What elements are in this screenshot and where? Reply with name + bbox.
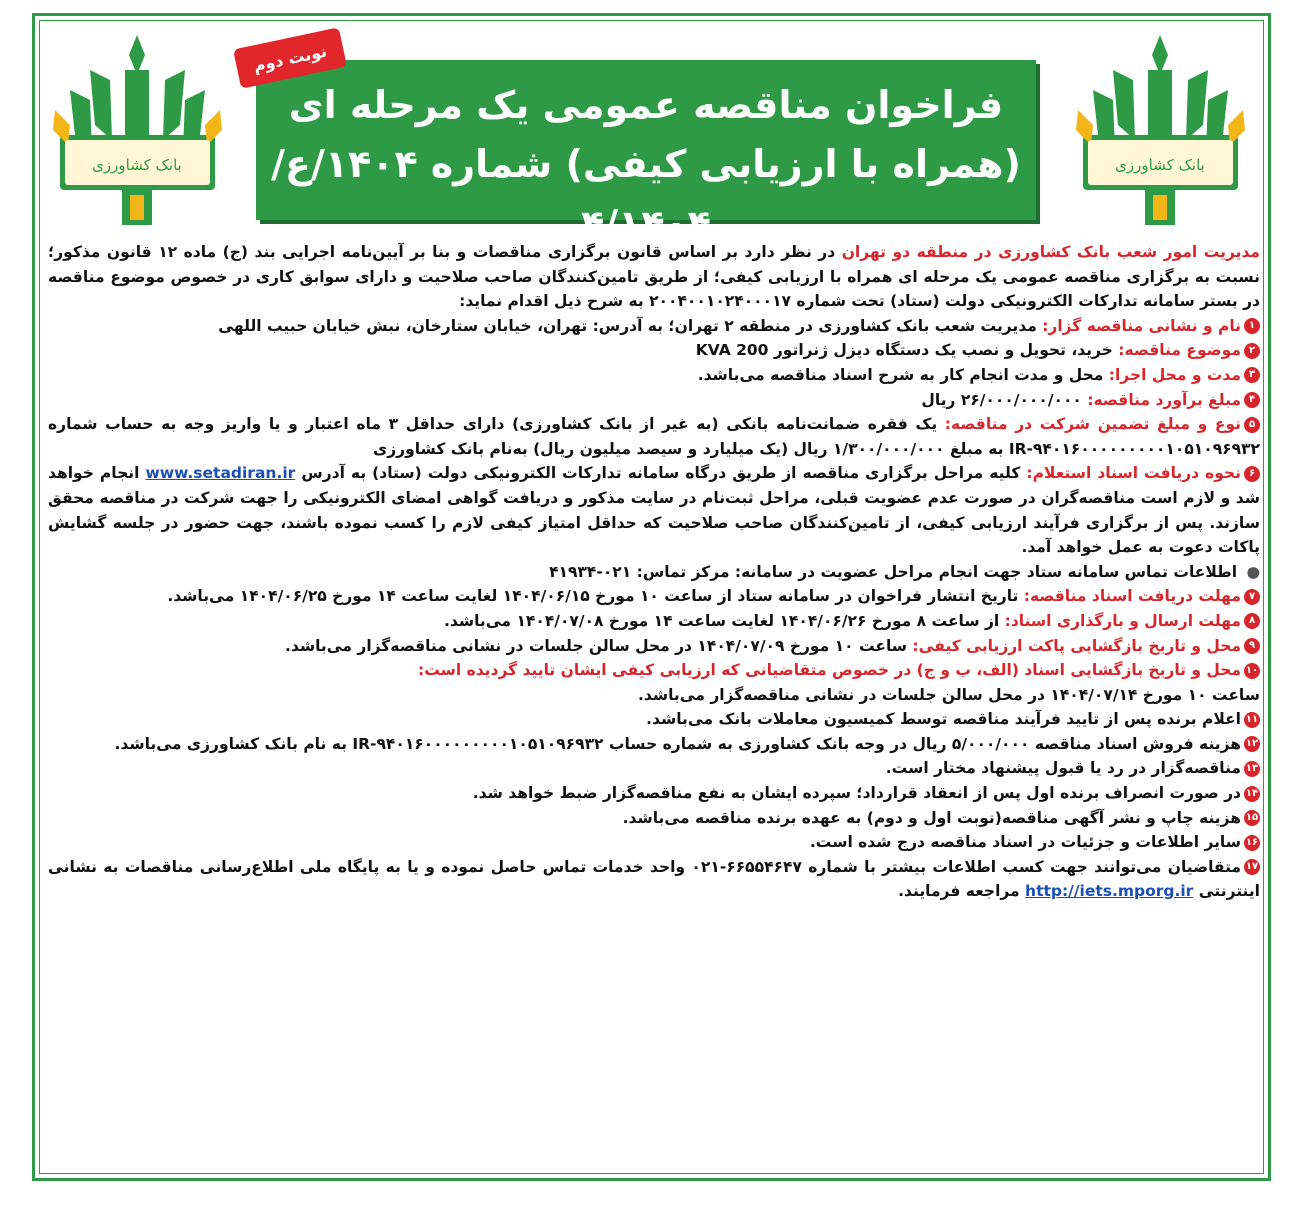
item-text: مناقصه‌گزار در رد یا قبول پیشنهاد مختار است. (885, 759, 1241, 778)
bank-logo-right-icon (1073, 30, 1248, 230)
item-text: خرید، تحویل و نصب یک دستگاه دیزل ژنراتور 200 KVA (695, 341, 1119, 360)
item-label: محل و تاریخ بازگشایی پاکت ارزیابی کیفی: (912, 636, 1241, 655)
item-text: در صورت انصراف برنده اول پس از انعقاد قرارداد؛ سپرده ایشان به نفع مناقصه‌گزار ضبط خواهد شد. (472, 784, 1241, 803)
item-number: ۱ (1244, 318, 1260, 334)
item-number: ۱۲ (1244, 736, 1260, 752)
item-number: ۱۶ (1244, 835, 1260, 851)
setadiran-link[interactable]: www.setadiran.ir (145, 464, 296, 483)
item-text: هزینه فروش اسناد مناقصه ۵/۰۰۰/۰۰۰ ریال در وجه بانک کشاورزی به شماره حساب IR-۹۴۰۱۶۰۰۰۰۰۰۰۰۰۱۰۵۱۰۹۶۹۳۲ به نام بانک کشاورزی می‌باشد. (114, 734, 1241, 753)
item-number: ۷ (1244, 589, 1260, 605)
item-number: ۹ (1244, 638, 1260, 654)
item-11 (48, 707, 1260, 732)
logo-caption-left: بانک کشاورزی (92, 156, 182, 174)
item-label: مدت و محل اجرا: (1108, 365, 1241, 384)
item-text: یک فقره ضمانت‌نامه بانکی (به غیر از بانک کشاورزی) دارای حداقل ۳ ماه اعتبار و یا واریز وجه به حساب شماره IR-۹۴۰۱۶۰۰۰۰۰۰۰۰۰۱۰۵۱۰۹۶۹۳۲ به مبلغ ۱/۳۰۰/۰۰۰/۰۰۰ ریال (یک میلیارد و سیصد میلیون ریال) به‌نام بانک کشاورزی (48, 415, 1260, 458)
intro-paragraph (48, 240, 1260, 314)
item-number: ۶ (1244, 466, 1260, 482)
item-text-continued: انجام خواهد شد و لازم است مناقصه‌گران در صورت عدم عضویت قبلی، مراحل ثبت‌نام در سایت مذکور و دریافت گواهی امضای الکترونیکی را جهت شرکت در مناقصه محقق سازند. پس از برگزاری فرآیند ارزیابی کیفی، از تامین‌کنندگان صاحب صلاحیت که حداقل امتیاز کیفی لازم را کسب نموده باشند، جهت حضور در جلسه گشایش پاکات دعوت به عمل خواهد آمد. (48, 464, 1260, 557)
announcement-body (48, 240, 1260, 904)
contact-text: اطلاعات تماس سامانه ستاد جهت انجام مراحل عضویت در سامانه: مرکز تماس: ۰۲۱-۴۱۹۳۴ (549, 562, 1243, 581)
item-number: ۱۰ (1244, 663, 1260, 679)
item-text: هزینه چاپ و نشر آگهی مناقصه(نوبت اول و دوم) به عهده برنده مناقصه می‌باشد. (622, 808, 1241, 827)
item-text: از ساعت ۸ مورخ ۱۴۰۴/۰۶/۲۶ لغایت ساعت ۱۴ مورخ ۱۴۰۴/۰۷/۰۸ می‌باشد. (444, 611, 1005, 630)
item-text: ساعت ۱۰ مورخ ۱۴۰۴/۰۷/۱۴ در محل سالن جلسات در نشانی مناقصه‌گزار می‌باشد. (637, 685, 1260, 704)
item-number: ۱۴ (1244, 786, 1260, 802)
item-17 (48, 855, 1260, 904)
item-6 (48, 461, 1260, 559)
iets-link[interactable]: http://iets.mporg.ir (1025, 882, 1194, 901)
item-14 (48, 781, 1260, 806)
item-text: مدیریت شعب بانک کشاورزی در منطقه ۲ تهران؛ به آدرس: تهران، خیابان ستارخان، نبش خیابان حبیب اللهی (218, 316, 1043, 335)
item-label: مبلغ برآورد مناقصه: (1087, 390, 1241, 409)
item-number: ۱۳ (1244, 761, 1260, 777)
item-label: مهلت دریافت اسناد مناقصه: (1023, 587, 1241, 606)
item-text: محل و مدت انجام کار به شرح اسناد مناقصه می‌باشد. (697, 365, 1109, 384)
item-text-continued: مراجعه فرمایند. (898, 882, 1026, 901)
item-text: ۲۶/۰۰۰/۰۰۰/۰۰۰ ریال (921, 390, 1088, 409)
item-9 (48, 634, 1260, 659)
item-7 (48, 584, 1260, 609)
item-5 (48, 412, 1260, 461)
item-text: سایر اطلاعات و جزئیات در اسناد مناقصه درج شده است. (809, 833, 1241, 852)
item-number: ۳ (1244, 367, 1260, 383)
item-2 (48, 338, 1260, 363)
item-number: ۱۱ (1244, 712, 1260, 728)
intro-organization: مدیریت امور شعب بانک کشاورزی در منطقه دو تهران (841, 243, 1260, 261)
item-8 (48, 609, 1260, 634)
item-label: نام و نشانی مناقصه گزار: (1042, 316, 1241, 335)
item-3 (48, 363, 1260, 388)
item-text: ساعت ۱۰ مورخ ۱۴۰۴/۰۷/۰۹ در محل سالن جلسات در نشانی مناقصه‌گزار می‌باشد. (285, 636, 913, 655)
item-text: تاریخ انتشار فراخوان در سامانه ستاد از ساعت ۱۰ مورخ ۱۴۰۴/۰۶/۱۵ لغایت ساعت ۱۴ مورخ ۱۴۰۴/۰۶/۲۵ می‌باشد. (167, 587, 1024, 606)
item-12 (48, 732, 1260, 757)
item-number: ۴ (1244, 392, 1260, 408)
item-text: متقاضیان می‌توانند جهت کسب اطلاعات بیشتر با شماره ۶۶۵۵۴۶۴۷-۰۲۱ واحد خدمات تماس حاصل نموده و یا به پایگاه ملی اطلاع‌رسانی مناقصات به نشانی اینترنتی (48, 857, 1260, 901)
item-label: نوع و مبلغ تضمین شرکت در مناقصه: (944, 415, 1241, 434)
item-13 (48, 756, 1260, 781)
item-label: نحوه دریافت اسناد استعلام: (1026, 464, 1241, 483)
title-line-2: (همراه با ارزیابی کیفی) شماره ۱۴۰۴/ع/۴/۱۴۰۴ (271, 142, 1021, 246)
item-4 (48, 388, 1260, 413)
intro-text: در نظر دارد بر اساس قانون برگزاری مناقصات و بنا بر آیین‌نامه اجرایی بند (ج) ماده ۱۲ قانون مذکور؛ نسبت به برگزاری مناقصه عمومی یک مرحله ای همراه با ارزیابی کیفی؛ از طریق تامین‌کنندگان صاحب صلاحیت و دارای سوابق کاری در خصوص موضوع مناقصه در بستر سامانه تدارکات الکترونیکی دولت (ستاد) تحت شماره ۲۰۰۴۰۰۱۰۲۴۰۰۰۱۷ به شرح ذیل اقدام نماید: (48, 243, 1260, 311)
item-label: محل و تاریخ بازگشایی اسناد (الف، ب و ج) در خصوص متقاضیانی که ارزیابی کیفی ایشان تایید گردیده است: (418, 661, 1241, 680)
logo-caption-right: بانک کشاورزی (1115, 156, 1205, 174)
item-number: ۵ (1244, 417, 1260, 433)
item-number: ۱۵ (1244, 810, 1260, 826)
item-label: موضوع مناقصه: (1118, 341, 1241, 360)
item-text: اعلام برنده پس از تایید فرآیند مناقصه توسط کمیسیون معاملات بانک می‌باشد. (646, 710, 1241, 729)
second-round-badge: نوبت دوم (233, 27, 347, 89)
title-banner (256, 60, 1036, 246)
item-text: کلیه مراحل برگزاری مناقصه از طریق درگاه سامانه تدارکات الکترونیکی دولت (ستاد) به آدرس (295, 464, 1027, 483)
title-line-1: فراخوان مناقصه عمومی یک مرحله ای (288, 83, 1004, 127)
contact-bullet (48, 560, 1260, 585)
item-16 (48, 830, 1260, 855)
item-number: ۸ (1244, 613, 1260, 629)
item-label: مهلت ارسال و بارگذاری اسناد: (1004, 611, 1241, 630)
item-1 (48, 314, 1260, 339)
item-number: ۱۷ (1244, 859, 1260, 875)
item-10 (48, 658, 1260, 683)
bullet-icon: ● (1246, 562, 1260, 581)
item-10-detail (48, 683, 1260, 708)
item-15 (48, 806, 1260, 831)
item-number: ۲ (1244, 343, 1260, 359)
bank-logo-left-icon (50, 30, 225, 230)
